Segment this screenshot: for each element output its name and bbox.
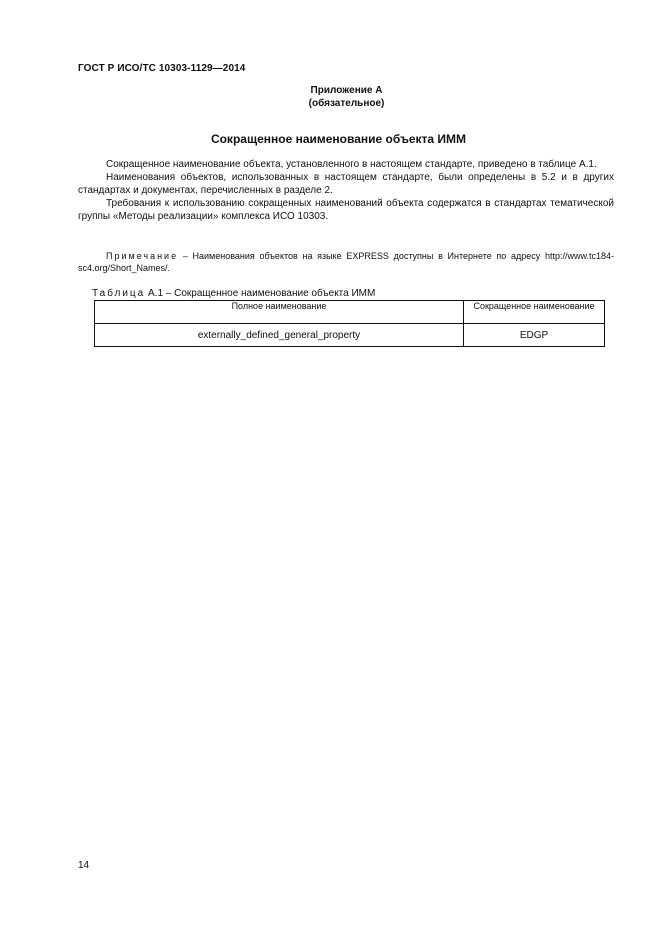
paragraph: Сокращенное наименование объекта, установленного в настоящем стандарте, приведено в таблице А.1.	[106, 159, 597, 170]
table-caption-label: Таблица	[92, 288, 146, 299]
appendix-status: (обязательное)	[308, 98, 385, 109]
note-label: Примечание	[106, 251, 179, 261]
page-number: 14	[78, 860, 90, 871]
table-row	[95, 324, 605, 347]
paragraph: Наименования объектов, использованных в настоящем стандарте, были определены в 5.2 и в других стандартах и документах, перечисленных в разделе 2.	[78, 172, 614, 196]
table-caption	[92, 288, 375, 300]
short-names-table	[94, 300, 605, 347]
body-text	[78, 158, 614, 223]
appendix-title: Приложение А	[310, 85, 383, 96]
note-text: – Наименования объектов на языке EXPRESS доступны в Интернете по адресу http://www.tc184-sc4.org/Short_Names/.	[78, 251, 614, 273]
cell-short-name: EDGP	[464, 324, 605, 347]
section-title: Сокращенное наименование объекта ИММ	[210, 132, 467, 146]
table-header-row	[95, 301, 605, 324]
paragraph: Требования к использованию сокращенных наименований объекта содержатся в стандартах тематической группы «Методы реализации» комплекса ИСО 10303.	[78, 198, 614, 222]
header-full-name: Полное наименование	[95, 301, 464, 324]
note	[78, 250, 614, 274]
header-short-name: Сокращенное наименование	[464, 301, 605, 324]
standard-designation: ГОСТ Р ИСО/ТС 10303-1129—2014	[78, 63, 246, 74]
table-caption-text: А.1 – Сокращенное наименование объекта ИММ	[145, 288, 376, 299]
table-container	[94, 300, 605, 347]
cell-full-name: externally_defined_general_property	[95, 324, 464, 347]
